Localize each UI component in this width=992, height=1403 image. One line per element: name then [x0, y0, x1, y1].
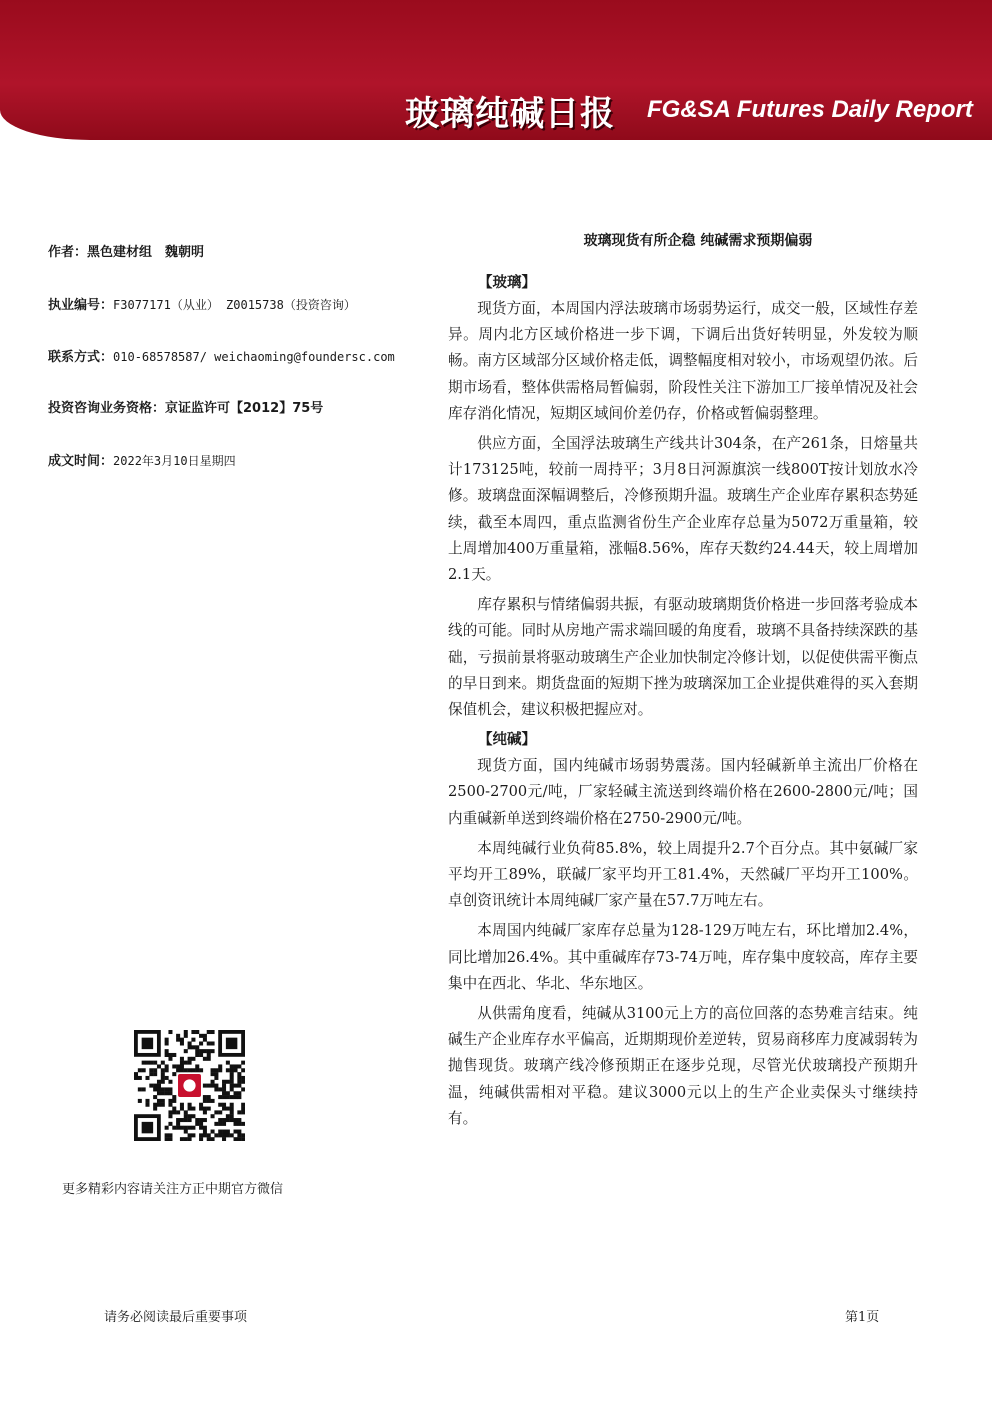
paragraph: 本周纯碱行业负荷85.8%，较上周提升2.7个百分点。其中氨碱厂家平均开工89%，联碱厂家平均开工81.4%，天然碱厂平均开工100%。卓创资讯统计本周纯碱厂家产量在57.7万吨左右。 — [448, 839, 918, 910]
date-label: 成文时间： — [48, 454, 114, 469]
contact-value: 010-68578587/ weichaoming@foundersc.com — [113, 350, 395, 364]
section-heading-soda: 【纯碱】 — [478, 732, 536, 749]
article-title: 玻璃现货有所企稳 纯碱需求预期偏弱 — [583, 233, 813, 249]
qualification-label: 投资咨询业务资格： — [48, 401, 166, 416]
qualification-line — [48, 394, 428, 446]
date-value: 2022年3月10日星期四 — [113, 454, 236, 468]
report-title-cn: 玻璃纯碱日报 — [405, 94, 615, 134]
footer-notice: 请务必阅读最后重要事项 — [104, 1310, 248, 1325]
contact-line — [48, 342, 428, 394]
author-label: 作者： — [48, 245, 88, 260]
contact-label: 联系方式： — [48, 350, 114, 365]
paragraph: 现货方面，本周国内浮法玻璃市场弱势运行，成交一般，区域性存差异。周内北方区域价格进一步下调，下调后出货好转明显，外发较为顺畅。南方区域部分区域价格走低，调整幅度相对较小，市场观望仍浓。后期市场看，整体供需格局暂偏弱，阶段性关注下游加工厂接单情况及社会库存消化情况，短期区域间价差仍存，价格或暂偏弱整理。 — [448, 300, 918, 422]
qr-caption: 更多精彩内容请关注方正中期官方微信 — [62, 1182, 284, 1197]
paragraph: 本周国内纯碱厂家库存总量为128-129万吨左右，环比增加2.4%，同比增加26.4%。其中重碱库存73-74万吨，库存集中度较高，库存主要集中在西北、华北、华东地区。 — [448, 922, 918, 992]
page-number: 第1页 — [845, 1310, 880, 1325]
wechat-qr-code — [134, 1030, 245, 1141]
header-banner — [0, 0, 992, 140]
paragraph: 现货方面，国内纯碱市场弱势震荡。国内轻碱新单主流出厂价格在2500-2700元/吨，厂家轻碱主流送到终端价格在2600-2800元/吨；国内重碱新单送到终端价格在2750-2900元/吨。 — [448, 757, 918, 827]
license-label: 执业编号： — [48, 298, 114, 313]
section-heading-glass: 【玻璃】 — [478, 275, 536, 291]
report-title-en: FG&SA Futures Daily Report — [647, 96, 973, 123]
license-line — [48, 290, 428, 342]
qr-code-image — [134, 1030, 245, 1141]
author-info — [48, 238, 428, 498]
author-line — [48, 238, 428, 290]
date-line — [48, 446, 428, 498]
paragraph: 供应方面，全国浮法玻璃生产线共计304条，在产261条，日熔量共计173125吨，较前一周持平；3月8日河源旗滨一线800T按计划放水冷修。玻璃盘面深幅调整后，冷修预期升温。玻璃生产企业库存累积态势延续，截至本周四，重点监测省份生产企业库存总量为5072万重量箱，较上周增加400万重量箱，涨幅8.56%，库存天数约24.44天，较上周增加2.1天。 — [448, 435, 918, 584]
qualification-value: 京证监许可【2012】75号 — [165, 401, 324, 416]
report-body — [448, 228, 918, 1136]
author-value: 黑色建材组 魏朝明 — [87, 245, 205, 260]
license-value: F3077171（从业） Z0015738（投资咨询） — [113, 298, 356, 312]
paragraph: 库存累积与情绪偏弱共振，有驱动玻璃期货价格进一步回落考验成本线的可能。同时从房地产需求端回暖的角度看，玻璃不具备持续深跌的基础，亏损前景将驱动玻璃生产企业加快制定冷修计划，以促使供需平衡点的早日到来。期货盘面的短期下挫为玻璃深加工企业提供难得的买入套期保值机会，建议积极把握应对。 — [448, 596, 918, 719]
paragraph: 从供需角度看，纯碱从3100元上方的高位回落的态势难言结束。纯碱生产企业库存水平偏高，近期期现价差逆转，贸易商移库力度减弱转为抛售现货。玻璃产线冷修预期正在逐步兑现，尽管光伏玻璃投产预期升温，纯碱供需相对平稳。建议3000元以上的生产企业卖保头寸继续持有。 — [448, 1005, 918, 1127]
